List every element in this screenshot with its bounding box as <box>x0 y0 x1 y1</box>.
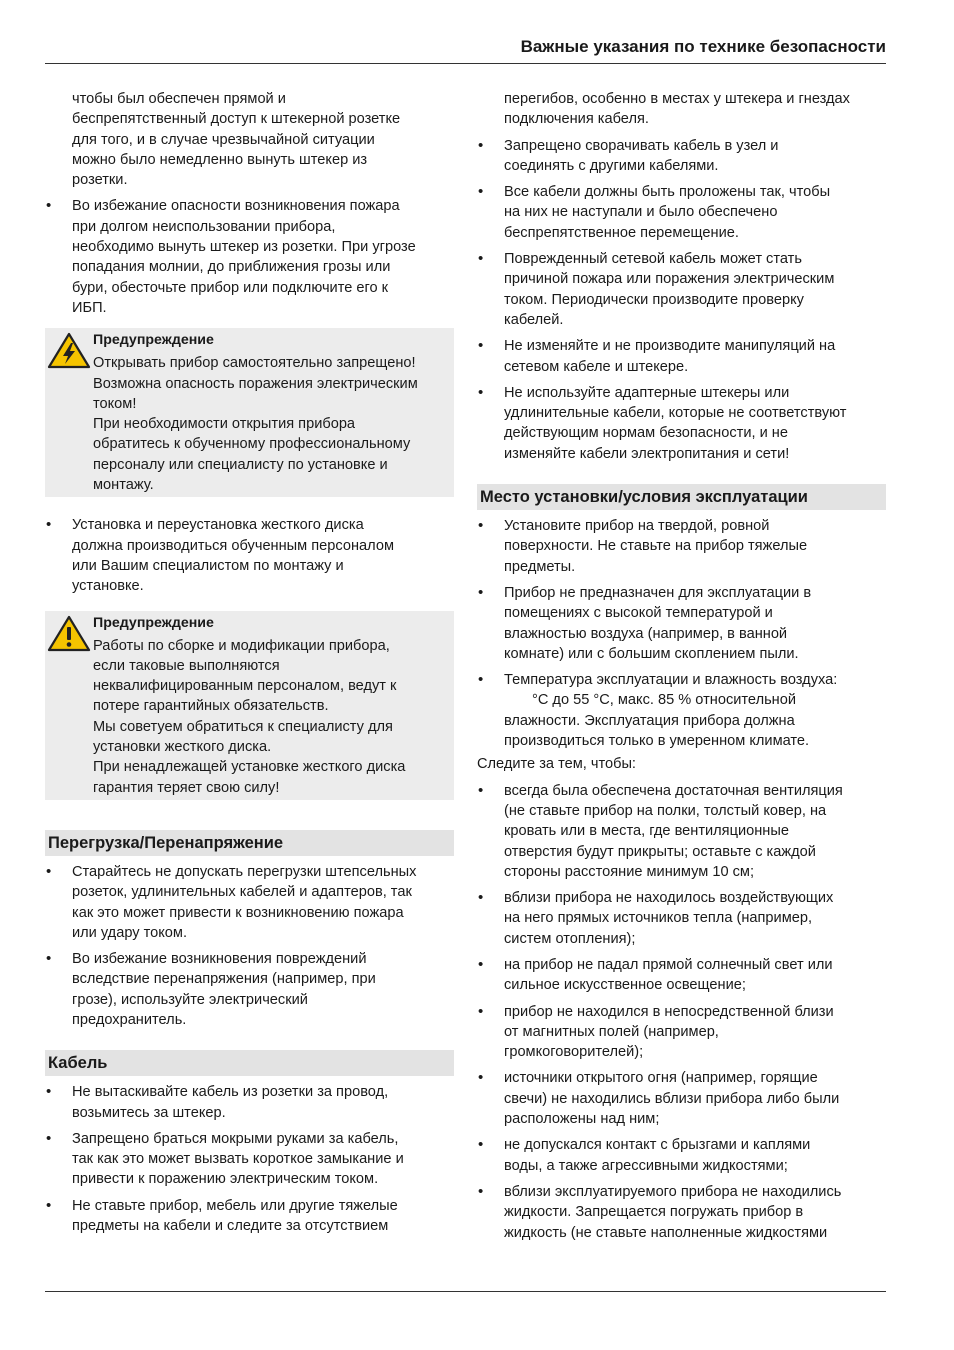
text-line: Мы советуем обратиться к специалисту для <box>93 718 393 735</box>
temperature-range: °C до 55 °C, макс. 85 % относительной <box>532 692 797 709</box>
text-line: обратитесь к обученному профессиональному <box>93 436 411 453</box>
text-line: При необходимости открытия прибора <box>93 416 356 433</box>
text-line: причиной пожара или поражения электрическим <box>504 271 835 288</box>
warning-box-general <box>45 611 454 800</box>
text-line: розетки. <box>72 172 128 189</box>
list-item <box>45 196 454 318</box>
overload-bullet-list <box>45 862 454 1030</box>
text-line: должна производиться обученным персоналом <box>72 537 394 554</box>
text-line: • не допускался контакт с брызгами и каплями <box>504 1137 811 1154</box>
text-line: возьмитесь за штекер. <box>72 1104 226 1121</box>
text-line: потере гарантийных обязательств. <box>93 698 329 715</box>
text-line: производиться только в умеренном климате. <box>504 733 810 750</box>
section-heading-location: Место установки/условия эксплуатации <box>477 484 886 510</box>
text-line: • Поврежденный сетевой кабель может стать <box>504 251 802 268</box>
text-line: если таковые выполняются <box>93 657 280 674</box>
text-line: или Вашим специалистом по монтажу и <box>72 557 344 574</box>
list-item <box>477 670 886 751</box>
text-line: стороны расстояние минимум 10 см; <box>504 863 755 880</box>
text-line: • Не используйте адаптерные штекеры или <box>504 384 790 401</box>
warning-title: Предупреждение <box>93 332 214 349</box>
text-line: Открывать прибор самостоятельно запрещено! <box>93 355 416 372</box>
text-line: • Прибор не предназначен для эксплуатации в <box>504 584 812 601</box>
list-item <box>45 1082 454 1123</box>
text-line: • Во избежание опасности возникновения пожара <box>72 198 400 215</box>
text-line: розеток, удлинительных кабелей и адаптеров, так <box>72 884 412 901</box>
warning-text <box>93 353 450 495</box>
text-line: свечи) не находились вблизи прибора либо были <box>504 1090 840 1107</box>
follow-text: Следите за тем, чтобы: <box>477 756 636 773</box>
text-line: влажностью воздуха (например, в ванной <box>504 625 788 642</box>
text-line: сетевом кабеле и штекере. <box>504 358 689 375</box>
continued-paragraph <box>45 89 454 190</box>
text-line: или удару током. <box>72 924 188 941</box>
warning-text <box>93 636 450 798</box>
text-line: бури, обесточьте прибор или подключите его к <box>72 279 389 296</box>
text-line: установки жесткого диска. <box>93 739 272 756</box>
text-line: (не ставьте прибор на полки, толстый ковер, на <box>504 802 827 819</box>
text-line: от магнитных полей (например, <box>504 1023 719 1040</box>
text-line: Работы по сборке и модификации прибора, <box>93 637 390 654</box>
text-line: жидкости. Запрещается погружать прибор в <box>504 1204 804 1221</box>
text-line: • Во избежание возникновения повреждений <box>72 951 367 968</box>
list-item <box>45 949 454 1030</box>
text-line: кровать или в места, где вентиляционные <box>504 823 789 840</box>
page-title: Важные указания по технике безопасности <box>520 37 886 56</box>
text-line: комнате) или с большим скоплением пыли. <box>504 645 799 662</box>
text-line: помещениях с высокой температурой и <box>504 605 773 622</box>
text-line: жидкость (не ставьте наполненные жидкостями <box>504 1224 828 1241</box>
text-line: при долгом неиспользовании прибора, <box>72 218 336 235</box>
text-line: влажности. Эксплуатация прибора должна <box>504 712 795 729</box>
list-item <box>477 1135 886 1176</box>
fire-bullet-list <box>45 196 454 318</box>
list-item <box>45 1129 454 1190</box>
text-line: чтобы был обеспечен прямой и <box>72 91 286 107</box>
text-line: поверхности. Не ставьте на прибор тяжелые <box>504 538 808 555</box>
list-item <box>477 1068 886 1129</box>
text-line: • Запрещено браться мокрыми руками за кабель, <box>72 1130 399 1147</box>
text-line: монтажу. <box>93 477 154 494</box>
text-line: кабелей. <box>504 311 564 328</box>
text-line: воды, а также агрессивными жидкостями; <box>504 1157 788 1174</box>
list-item <box>477 888 886 949</box>
text-line: на них не наступали и было обеспечено <box>504 204 778 221</box>
text-line: громкоговорителей); <box>504 1044 644 1061</box>
section-heading-overload: Перегрузка/Перенапряжение <box>45 830 454 856</box>
electric-shock-warning-icon <box>47 332 91 370</box>
list-item <box>477 383 886 464</box>
text-line: систем отопления); <box>504 930 636 947</box>
text-line: беспрепятственное перемещение. <box>504 224 739 241</box>
text-line: соединять с другими кабелями. <box>504 157 719 174</box>
text-line: ИБП. <box>72 299 107 316</box>
text-line: предметы на кабели и следите за отсутствием <box>72 1218 389 1235</box>
general-warning-icon <box>47 615 91 653</box>
warning-box-electric <box>45 328 454 497</box>
text-line: • Установите прибор на твердой, ровной <box>504 518 770 535</box>
temperature-line: • Температура эксплуатации и влажность воздуха: <box>504 672 838 689</box>
text-line: можно было немедленно вынуть штекер из <box>72 151 368 168</box>
footer-rule <box>45 1291 886 1292</box>
text-line: током. Периодически производите проверку <box>504 291 804 308</box>
text-line: • вблизи прибора не находилось воздействующих <box>504 890 834 907</box>
text-line: сильное искусственное освещение; <box>504 977 746 994</box>
continued-paragraph <box>477 89 886 130</box>
text-line: • вблизи эксплуатируемого прибора не находились <box>504 1183 842 1200</box>
text-line: • Старайтесь не допускать перегрузки штепсельных <box>72 863 417 880</box>
text-line: отверстия будут прикрыты; оставьте с каждой <box>504 843 816 860</box>
list-item <box>477 516 886 577</box>
right-column <box>477 89 886 1249</box>
list-item <box>477 781 886 882</box>
text-line: вследствие перенапряжения (например, при <box>72 971 376 988</box>
list-item <box>477 336 886 377</box>
left-column <box>45 89 454 1242</box>
text-line: так как это может вызвать короткое замыкание и <box>72 1151 404 1168</box>
text-line: попадания молнии, до приближения грозы или <box>72 259 391 276</box>
location-bullet-list <box>477 516 886 664</box>
text-line: • прибор не находился в непосредственной близи <box>504 1003 834 1020</box>
list-item <box>45 1196 454 1237</box>
text-line: • всегда была обеспечена достаточная вентиляция <box>504 782 843 799</box>
text-line: • Установка и переустановка жесткого диска <box>72 517 364 534</box>
text-line: для того, и в случае чрезвычайной ситуации <box>72 131 375 148</box>
text-line: предметы. <box>504 558 576 575</box>
text-line: подключения кабеля. <box>504 111 649 128</box>
page-header <box>45 36 886 64</box>
list-item <box>45 515 454 596</box>
list-item <box>477 249 886 330</box>
text-line: установке. <box>72 578 144 595</box>
text-line: удлинительные кабели, которые не соответствуют <box>504 405 847 422</box>
text-line: При ненадлежащей установке жесткого диска <box>93 759 406 776</box>
text-line: неквалифицированным персоналом, ведут к <box>93 678 397 695</box>
temperature-bullet-list <box>477 670 886 751</box>
text-line: изменяйте кабели электропитания и сети! <box>504 445 790 462</box>
text-line: гарантия теряет свою силу! <box>93 779 280 796</box>
warning-title: Предупреждение <box>93 614 214 631</box>
list-item <box>477 1002 886 1063</box>
text-line: на него прямых источников тепла (например, <box>504 910 813 927</box>
hdd-bullet-list <box>45 515 454 596</box>
text-line: • на прибор не падал прямой солнечный свет или <box>504 956 833 973</box>
text-line: предохранитель. <box>72 1011 187 1028</box>
text-line: током! <box>93 395 137 412</box>
conditions-bullet-list <box>477 781 886 1243</box>
text-line: как это может привести к возникновению пожара <box>72 904 404 921</box>
text-line: необходимо вынуть штекер из розетки. При угрозе <box>72 239 416 256</box>
list-item <box>477 955 886 996</box>
cable-bullet-list <box>45 1082 454 1236</box>
list-item <box>477 182 886 243</box>
text-line: персоналу или специалисту по установке и <box>93 456 388 473</box>
text-line: • Не вытаскивайте кабель из розетки за провод, <box>72 1084 389 1101</box>
text-line: • Все кабели должны быть проложены так, чтобы <box>504 184 831 201</box>
cable-bullet-list-continued <box>477 136 886 464</box>
list-item <box>477 583 886 664</box>
text-line: грозе), используйте электрический <box>72 991 308 1008</box>
list-item <box>477 136 886 177</box>
text-line: • Запрещено сворачивать кабель в узел и <box>504 137 779 154</box>
text-line: действующим нормам безопасности, и не <box>504 425 788 442</box>
text-line: • Не ставьте прибор, мебель или другие тяжелые <box>72 1197 398 1214</box>
text-line: беспрепятственный доступ к штекерной розетке <box>72 111 401 128</box>
text-line: привести к поражению электрическим током. <box>72 1171 379 1188</box>
text-line: расположены над ним; <box>504 1111 660 1128</box>
text-line: • Не изменяйте и не производите манипуляций на <box>504 338 836 355</box>
text-line: • источники открытого огня (например, горящие <box>504 1070 818 1087</box>
list-item <box>477 1182 886 1243</box>
text-line: Возможна опасность поражения электрическим <box>93 375 418 392</box>
list-item <box>45 862 454 943</box>
section-heading-cable: Кабель <box>45 1050 454 1076</box>
text-line: перегибов, особенно в местах у штекера и гнездах <box>504 91 850 107</box>
temperature-rest <box>504 711 886 752</box>
